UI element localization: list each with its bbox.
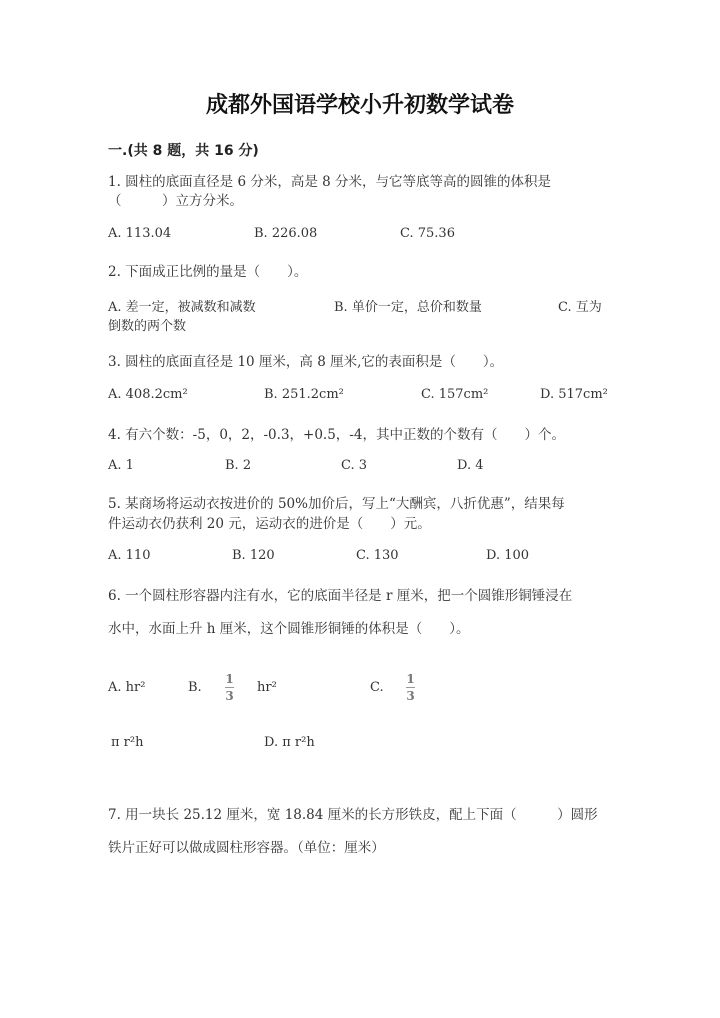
q3-option-b: B. 251.2cm² bbox=[264, 387, 344, 402]
question-4-line1: 4. 有六个数：-5，0，2，-0.3，+0.5，-4，其中正数的个数有（ ）个。 bbox=[108, 427, 565, 443]
q6-option-a: A. hr² bbox=[108, 680, 146, 695]
fraction-numerator: 1 bbox=[225, 672, 234, 686]
q5-option-a: A. 110 bbox=[108, 548, 151, 563]
q6-option-c-fraction bbox=[406, 672, 415, 703]
q3-option-c: C. 157cm² bbox=[421, 387, 489, 402]
question-6-line1: 6. 一个圆柱形容器内注有水，它的底面半径是 r 厘米，把一个圆锥形铜锤浸在 bbox=[108, 588, 573, 604]
question-1-line1: 1. 圆柱的底面直径是 6 分米，高是 8 分米，与它等底等高的圆锥的体积是 bbox=[108, 174, 552, 190]
q6-option-b-tail: hr² bbox=[257, 680, 277, 695]
question-3-line1: 3. 圆柱的底面直径是 10 厘米，高 8 厘米,它的表面积是（ ）。 bbox=[108, 354, 504, 370]
q6-option-d: D. π r²h bbox=[264, 735, 315, 750]
fraction-numerator: 1 bbox=[406, 672, 415, 686]
q6-option-b-label: B. bbox=[188, 680, 202, 695]
q5-option-b: B. 120 bbox=[232, 548, 275, 563]
q5-option-c: C. 130 bbox=[356, 548, 399, 563]
q1-option-a: A. 113.04 bbox=[108, 226, 172, 241]
q3-option-d: D. 517cm² bbox=[540, 387, 608, 402]
fraction-bar bbox=[406, 687, 415, 688]
q4-option-c: C. 3 bbox=[341, 458, 368, 473]
q6-option-c-tail: π r²h bbox=[111, 735, 144, 750]
question-5-line1: 5. 某商场将运动衣按进价的 50%加价后，写上“大酬宾，八折优惠”，结果每 bbox=[108, 496, 565, 512]
q4-option-a: A. 1 bbox=[108, 458, 134, 473]
q2-option-c: C. 互为 bbox=[558, 300, 602, 315]
fraction-bar bbox=[225, 687, 234, 688]
question-5-line2: 件运动衣仍获利 20 元，运动衣的进价是（ ）元。 bbox=[108, 516, 431, 532]
q6-option-b-fraction bbox=[225, 672, 234, 703]
question-6-line2: 水中，水面上升 h 厘米，这个圆锥形铜锤的体积是（ ）。 bbox=[108, 621, 470, 637]
q2-option-b: B. 单价一定，总价和数量 bbox=[334, 300, 482, 315]
question-1-line2: （ ）立方分米。 bbox=[108, 193, 243, 209]
q2-option-c-wrap: 倒数的两个数 bbox=[108, 319, 187, 334]
section-heading: 一.(共 8 题，共 16 分) bbox=[108, 143, 259, 159]
page-title: 成都外国语学校小升初数学试卷 bbox=[205, 93, 514, 118]
q5-option-d: D. 100 bbox=[486, 548, 530, 563]
q4-option-d: D. 4 bbox=[457, 458, 484, 473]
q1-option-c: C. 75.36 bbox=[400, 226, 455, 241]
q1-option-b: B. 226.08 bbox=[254, 226, 318, 241]
fraction-denominator: 3 bbox=[225, 689, 234, 703]
q6-option-c-label: C. bbox=[370, 680, 384, 695]
fraction-denominator: 3 bbox=[406, 689, 415, 703]
question-7-line1: 7. 用一块长 25.12 厘米，宽 18.84 厘米的长方形铁皮，配上下面（ ）圆形 bbox=[108, 807, 598, 823]
q2-option-a: A. 差一定，被减数和减数 bbox=[108, 300, 256, 315]
q4-option-b: B. 2 bbox=[225, 458, 252, 473]
q3-option-a: A. 408.2cm² bbox=[108, 387, 188, 402]
question-7-line2: 铁片正好可以做成圆柱形容器。（单位：厘米） bbox=[108, 840, 385, 856]
question-2-line1: 2. 下面成正比例的量是（ ）。 bbox=[108, 264, 308, 280]
